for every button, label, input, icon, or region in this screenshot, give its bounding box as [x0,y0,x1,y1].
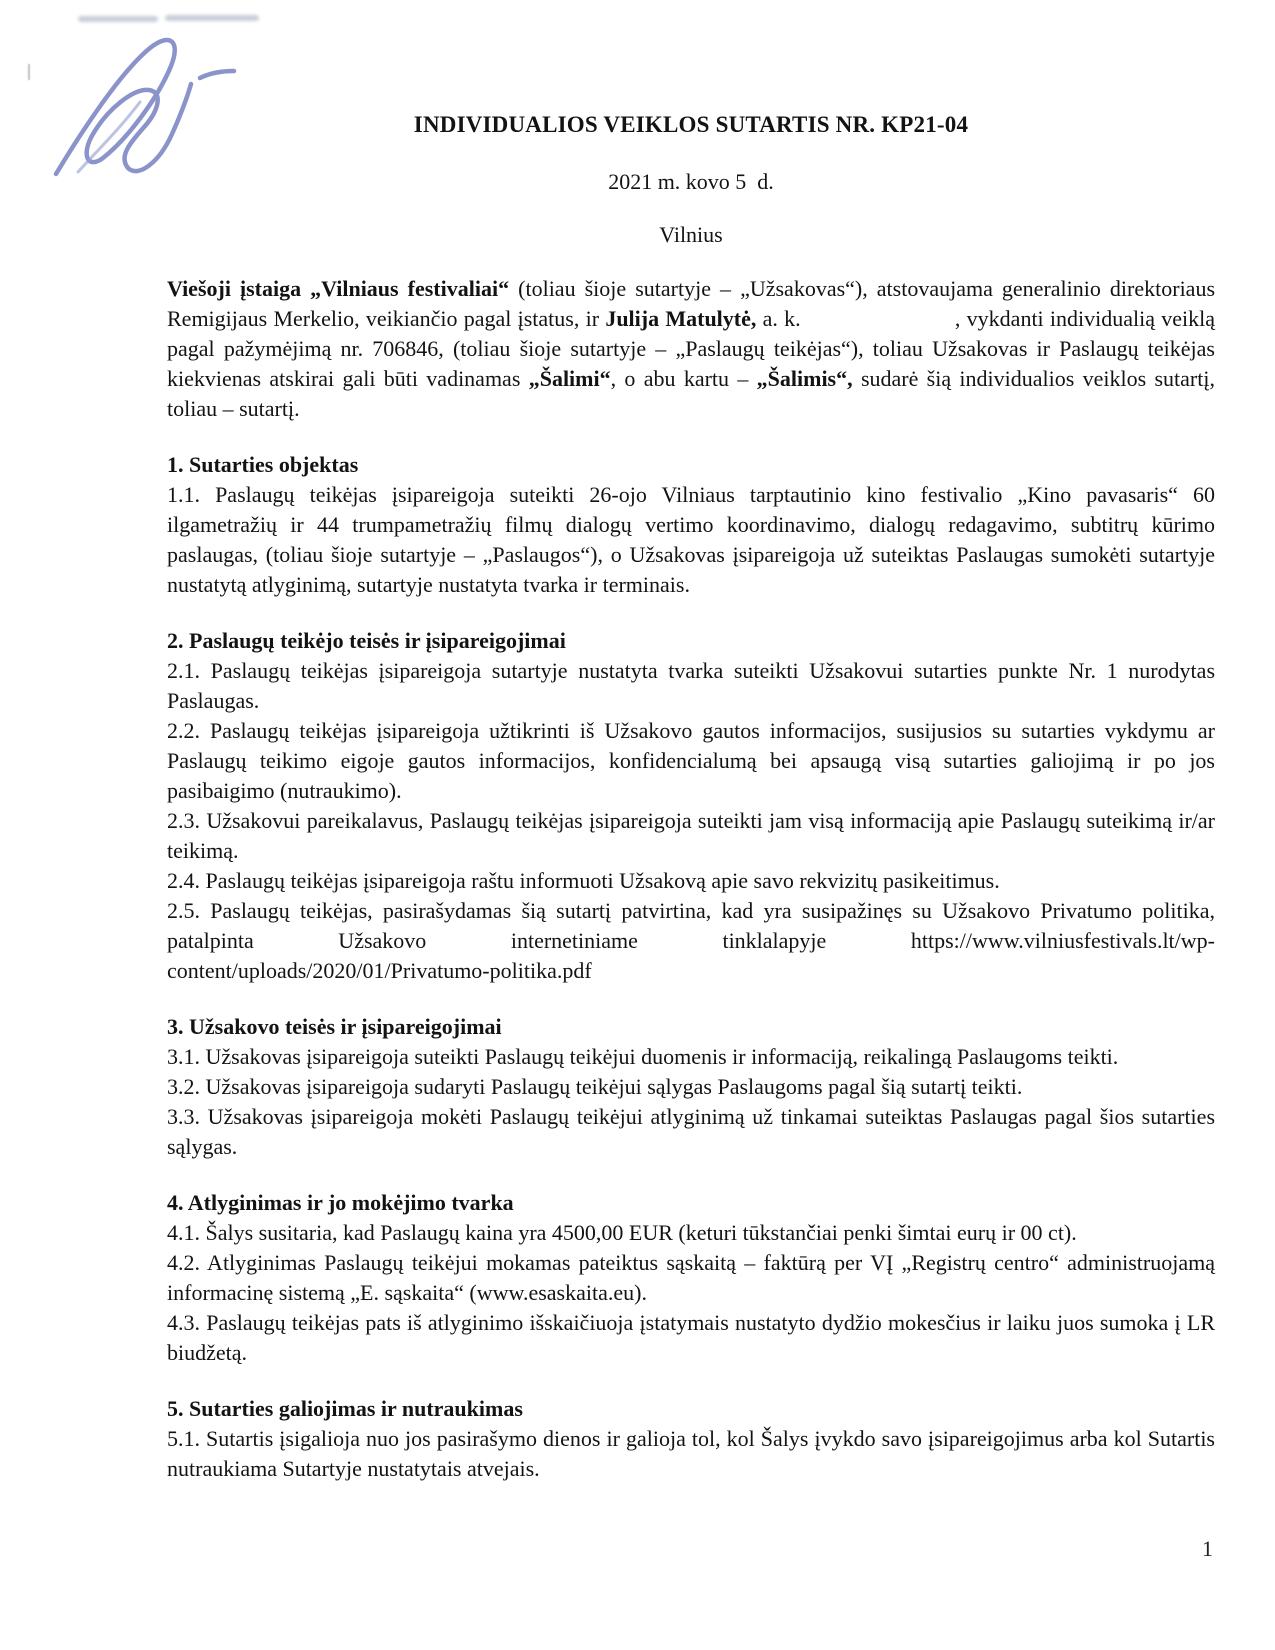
clause-paragraph: 4.1. Šalys susitaria, kad Paslaugų kaina yra 4500,00 EUR (keturi tūkstančiai penki šimtai eurų ir 00 ct). [167,1220,1077,1245]
document-city: Vilnius [659,222,723,247]
section-heading: 1. Sutarties objektas [167,452,359,477]
intro-text: , vykdanti individualią veiklą pagal pažymėjimą nr. 706846, (toliau šioje sutartyje – „Paslaugų teikėjas“), toliau Užsakovas ir Paslaugų teikėjas kiekvienas atskirai gali būti vadinamas [167,306,1216,391]
clause-paragraph: 3.3. Užsakovas įsipareigoja mokėti Paslaugų teikėjui atlyginimą už tinkamai suteiktas Paslaugas pagal šios sutarties sąlygas. [167,1104,1215,1159]
sections-container [167,450,1215,1484]
section-heading: 5. Sutarties galiojimas ir nutraukimas [167,1396,523,1421]
scan-edge-mark [28,64,30,80]
clause-paragraph: 4.2. Atlyginimas Paslaugų teikėjui mokamas pateiktus sąskaitą – faktūrą per VĮ „Registrų centro“ administruojamą informacinę sistemą „E. sąskaita“ (www.esaskaita.eu). [167,1250,1215,1305]
intro-bold-text: Viešoji įstaiga „Vilniaus festivaliai“ [167,276,510,301]
intro-bold-text: „Šalimis“, [756,366,853,391]
clause-paragraph: 5.1. Sutartis įsigalioja nuo jos pasirašymo dienos ir galioja tol, kol Šalys įvykdo savo įsipareigojimus arba kol Sutartis nutraukiama Sutartyje nustatytais atvejais. [167,1426,1215,1481]
document-content [167,0,1215,1484]
clause-paragraph: 2.1. Paslaugų teikėjas įsipareigoja sutartyje nustatyta tvarka suteikti Užsakovui sutarties punkte Nr. 1 nurodytas Paslaugas. [167,658,1215,713]
document-date: 2021 m. kovo 5 d. [608,169,774,194]
intro-paragraph [167,274,1215,424]
clause-paragraph: 2.5. Paslaugų teikėjas, pasirašydamas šią sutartį patvirtina, kad yra susipažinęs su Užsakovo Privatumo politika, patalpinta Užsakovo internetiniame tinklalapyje https://www.vilniusfestivals.lt/wp-content/uploads/2020/01/Privatumo-politika.pdf [167,898,1215,983]
clause-paragraph: 4.3. Paslaugų teikėjas pats iš atlyginimo išskaičiuoja įstatymais nustatyto dydžio mokesčius ir laiku juos sumoka į LR biudžetą. [167,1310,1215,1365]
clause-paragraph: 2.4. Paslaugų teikėjas įsipareigoja raštu informuoti Užsakovą apie savo rekvizitų pasikeitimus. [167,868,1000,893]
clause-paragraph: 3.1. Užsakovas įsipareigoja suteikti Paslaugų teikėjui duomenis ir informaciją, reikalingą Paslaugoms teikti. [167,1044,1119,1069]
intro-text: , o abu kartu – [610,366,757,391]
clause-paragraph: 2.2. Paslaugų teikėjas įsipareigoja užtikrinti iš Užsakovo gautos informacijos, susijusios su sutarties vykdymu ar Paslaugų teikimo eigoje gautos informacijos, konfidencialumą bei apsaugą visą sutarties galiojimą ir po jos pasibaigimo (nutraukimo). [167,718,1215,803]
intro-text: a. k. [756,306,807,331]
intro-bold-text: „Šalimi“ [528,366,611,391]
page-number: 1 [1202,1536,1213,1561]
intro-text: sudarė šią individualios veiklos sutartį, toliau – sutartį. [167,366,1215,421]
section-heading: 4. Atlyginimas ir jo mokėjimo tvarka [167,1190,514,1215]
redacted-personal-code-gap [807,325,955,326]
clause-paragraph: 1.1. Paslaugų teikėjas įsipareigoja suteikti 26-ojo Vilniaus tarptautinio kino festivalio „Kino pavasaris“ 60 ilgametražių ir 44 trumpametražių filmų dialogų vertimo koordinavimo, dialogų redagavimo, subtitrų kūrimo paslaugas, (toliau šioje sutartyje – „Paslaugos“), o Užsakovas įsipareigoja už suteiktas Paslaugas sumokėti sutartyje nustatytą atlyginimą, sutartyje nustatyta tvarka ir terminais. [167,482,1215,597]
clause-paragraph: 3.2. Užsakovas įsipareigoja sudaryti Paslaugų teikėjui sąlygas Paslaugoms pagal šią sutartį teikti. [167,1074,1023,1099]
page-title: INDIVIDUALIOS VEIKLOS SUTARTIS NR. KP21-04 [413,112,969,137]
section-heading: 3. Užsakovo teisės ir įsipareigojimai [167,1014,502,1039]
intro-text: (toliau šioje sutartyje – „Užsakovas“), atstovaujama generalinio direktoriaus Remigijaus Merkelio, veikiančio pagal įstatus, ir [167,276,1216,331]
intro-bold-text: Julija Matulytė, [605,306,757,331]
section-heading: 2. Paslaugų teikėjo teisės ir įsipareigojimai [167,628,566,653]
clause-paragraph: 2.3. Užsakovui pareikalavus, Paslaugų teikėjas įsipareigoja suteikti jam visą informaciją apie Paslaugų suteikimą ir/ar teikimą. [167,808,1215,863]
